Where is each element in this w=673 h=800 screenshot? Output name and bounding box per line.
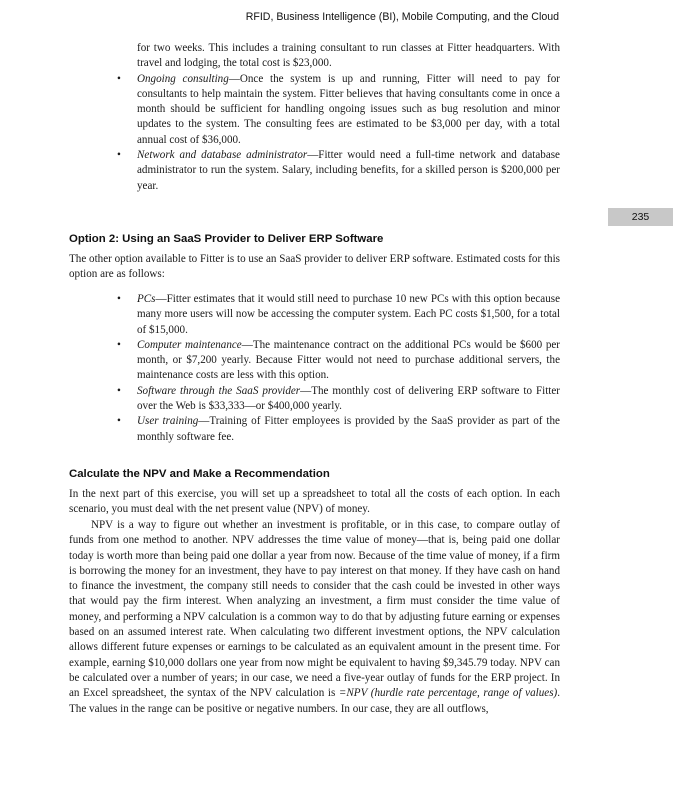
- running-head: RFID, Business Intelligence (BI), Mobile Computing, and the Cloud: [245, 11, 559, 23]
- list-item: [69, 148, 560, 194]
- section-heading-option2: Option 2: Using an SaaS Provider to Deliver ERP Software: [69, 233, 384, 245]
- bullet-term: Software through the SaaS provider: [137, 384, 301, 397]
- bullet-text: —Fitter estimates that it would still need to purchase 10 new PCs with this option because many more users will now be accessing the computer system. Each PC costs $1,500, for a total of $15,000.: [137, 293, 560, 336]
- npv-formula: =NPV (hurdle rate percentage, range of values): [338, 687, 558, 700]
- continuation-text: for two weeks. This includes a training consultant to run classes at Fitter headquarters. With travel and lodging, the total cost is $23,000.: [137, 42, 560, 70]
- bullet-term: PCs: [137, 293, 156, 305]
- page-number-tab: 235: [608, 208, 673, 226]
- npv-text-after: . The values in the range can be positive or negative numbers. In our case, they are all outflows,: [69, 687, 561, 715]
- npv-text-before: NPV is a way to figure out whether an investment is profitable, or in this case, to compare outlay of funds from one method to another. NPV addresses the time value of money—that is, being paid one dollar today is worth more than being paid one dollar a year from now. Because of the time value of money, if a firm is borrowing the money for an investment, they have to pay interest on that money. If they have cash on hand to finance the investment, the company still needs to consider that the cash could be invested in other ways that would pay the firm interest. When analyzing an investment, a firm must consider the time value of money, and performing a NPV calculation is a common way to do that by adjusting future earning or expenses based on an assumed interest rate. When calculating two different investment options, the NPV calculation allows different future expenses or earnings to be calculated as an equivalent amount in the present time. For example, earning $10,000 dollars one year from now might be equivalent to having $9,345.79 today. NPV can be calculated over a number of years; in our case, we need a five-year outlay of funds for the ERP project. In an Excel spreadsheet, the syntax of the NPV calculation is: [69, 519, 560, 700]
- list-item: [69, 292, 560, 338]
- list-item: [69, 72, 560, 148]
- bullet-term: Network and database administrator: [137, 149, 308, 162]
- bullet-term: Ongoing consulting: [137, 72, 229, 85]
- bullet-text: —The maintenance contract on the additional PCs would be $600 per month, or $7,200 yearly. Because Fitter would not need to purchase additional servers, the maintenance costs are less with this option.: [137, 338, 560, 382]
- bullet-term: User training: [137, 415, 199, 428]
- list-item: [69, 338, 560, 384]
- option2-intro: The other option available to Fitter is to use an SaaS provider to deliver ERP software. Estimated costs for this option are as follows:: [69, 253, 560, 281]
- option1-block: [69, 41, 560, 194]
- bullet-text: —Fitter would need a full-time network and database administrator to run the system. Salary, including benefits, for a skilled person is $200,000 per year.: [137, 149, 560, 192]
- bullet-term: Computer maintenance: [137, 338, 242, 351]
- section-heading-npv: Calculate the NPV and Make a Recommendation: [69, 468, 330, 480]
- option1-bullets: [69, 72, 560, 194]
- option2-block: [69, 292, 560, 445]
- npv-paragraph-1: In the next part of this exercise, you will set up a spreadsheet to total all the costs of each option. In each scenario, you must deal with the net present value (NPV) of money.: [69, 488, 560, 516]
- bullet-text: —Once the system is up and running, Fitter will need to pay for consultants to help maintain the system. Fitter believes that having consultants come in once a month should be sufficient for handling ongoing issues such as bug resolution and minor updates to the system. The consulting fees are estimated to be $3,000 per day, with a total annual cost of $36,000.: [137, 72, 560, 146]
- list-item: [69, 384, 560, 415]
- npv-paragraph-2: [69, 518, 560, 717]
- bullet-text: —The monthly cost of delivering ERP software to Fitter over the Web is $33,333—or $400,000 yearly.: [137, 384, 560, 413]
- bullet-text: —Training of Fitter employees is provided by the SaaS provider as part of the monthly software fee.: [137, 415, 560, 443]
- list-item: [69, 414, 560, 445]
- option2-bullets: [69, 292, 560, 445]
